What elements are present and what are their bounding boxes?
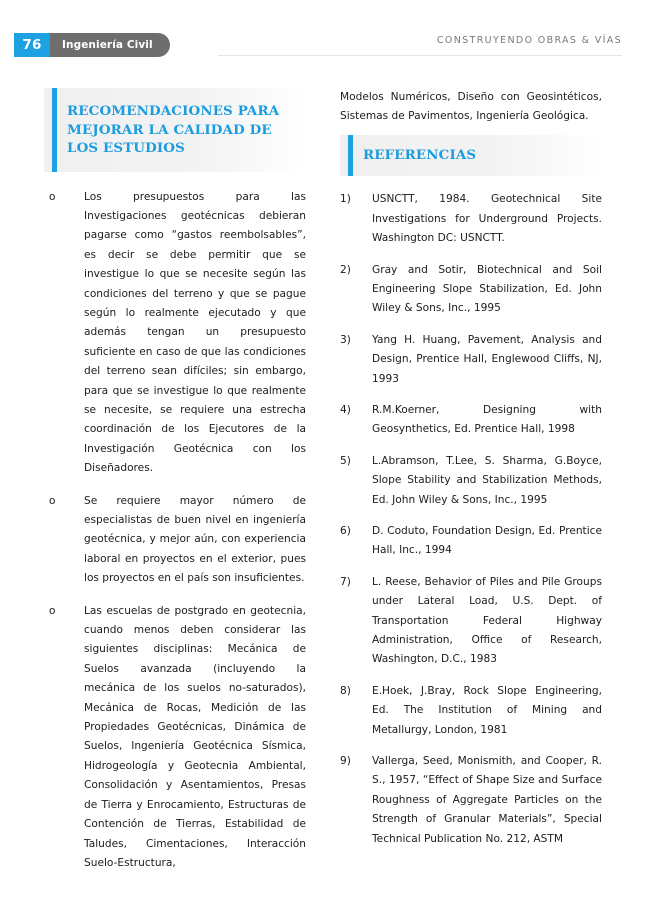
reference-text: Gray and Sotir, Biotechnical and Soil Engineering Slope Stabilization, Ed. John Wiley & Sons, Inc., 1995: [372, 263, 602, 315]
reference-number: 5): [340, 454, 351, 467]
references-heading-text: REFERENCIAS: [363, 146, 477, 163]
reference-number: 8): [340, 684, 351, 697]
reference-text: R.M.Koerner, Designing with Geosynthetics, Ed. Prentice Hall, 1998: [372, 403, 602, 436]
list-item: [340, 190, 602, 248]
reference-number: 1): [340, 193, 351, 206]
list-item: [340, 682, 602, 740]
references-list: [340, 190, 602, 849]
section-tab-label: Ingeniería Civil: [50, 33, 170, 57]
right-column: [340, 88, 602, 861]
list-item: [340, 331, 602, 389]
page-number-badge: 76: [14, 33, 50, 57]
recommendations-list: [44, 188, 306, 874]
bullet-marker-icon: o: [49, 494, 56, 507]
list-item: [340, 261, 602, 319]
reference-number: 9): [340, 755, 351, 768]
publication-title: CONSTRUYENDO OBRAS & VÍAS: [436, 35, 622, 46]
page-header: [0, 33, 650, 57]
left-column: [44, 88, 306, 886]
list-item: [44, 602, 306, 874]
recommendations-heading-block: [44, 88, 306, 172]
header-divider: [218, 55, 622, 56]
list-item-text: Se requiere mayor número de especialistas de buen nivel en ingeniería geotécnica, y mejor aún, con experiencia laboral en proyectos en el exterior, pues los proyectos en el país son insuficientes.: [84, 494, 306, 585]
list-item-text: Las escuelas de postgrado en geotecnia, cuando menos deben considerar las siguientes disciplinas: Mecánica de Suelos avanzada (incluyendo la mecánica de los suelos no-saturados), Mecánica de Rocas, Medición de las Propiedades Geotécnicas, Dinámica de Suelos, Ingeniería Geotécnica Sísmica, Hidrogeología y Geotecnia Ambiental, Consolidación y Asentamientos, Presas de Tierra y Enrocamiento, Estructuras de Contención de Tierras, Estabilidad de Taludes, Cimentaciones, Interacción Suelo-Estructura,: [84, 604, 306, 869]
list-item: [44, 492, 306, 589]
list-item: [340, 401, 602, 440]
reference-text: USNCTT, 1984. Geotechnical Site Investigations for Underground Projects. Washington DC: USNCTT.: [372, 193, 602, 245]
reference-number: 3): [340, 333, 351, 346]
reference-text: Yang H. Huang, Pavement, Analysis and Design, Prentice Hall, Englewood Cliffs, NJ, 1993: [372, 333, 602, 385]
list-item: [340, 573, 602, 670]
list-item: [340, 452, 602, 510]
recommendations-heading-text: RECOMENDACIONES PARA MEJORAR LA CALIDAD DE LOS ESTUDIOS: [67, 103, 280, 156]
list-item: [340, 522, 602, 561]
reference-number: 6): [340, 525, 351, 537]
heading-accent-bar: [348, 135, 353, 177]
reference-number: 7): [340, 575, 351, 588]
reference-text: Vallerga, Seed, Monismith, and Cooper, R. S., 1957, “Effect of Shape Size and Surface Roughness of Aggregate Particles on the Strength of Granular Materials”, Special Technical Publication No. 212, ASTM: [372, 755, 602, 845]
reference-text: D. Coduto, Foundation Design, Ed. Prentice Hall, Inc., 1994: [372, 525, 602, 557]
list-item: [44, 188, 306, 479]
reference-text: L.Abramson, T.Lee, S. Sharma, G.Boyce, Slope Stability and Stabilization Methods, Ed. John Wiley & Sons, Inc., 1995: [372, 454, 602, 506]
list-item-text: Los presupuestos para las Investigaciones geotécnicas debieran pagarse como “gastos reembolsables”, es decir se debe permitir que se investigue lo que se necesite según las condiciones del terreno y que se pague según lo realmente ejecutado y que además tengan un presupuesto suficiente en caso de que las condiciones del terreno sean difíciles; sin embargo, para que se investigue lo que realmente se necesite, se requiere una estrecha coordinación de los Ejecutores de la Investigación Geotécnica con los Diseñadores.: [84, 190, 306, 475]
list-item: [340, 752, 602, 849]
reference-number: 2): [340, 263, 351, 276]
heading-accent-bar: [52, 88, 57, 172]
bullet-marker-icon: o: [49, 604, 56, 617]
continued-paragraph: Modelos Numéricos, Diseño con Geosintéticos, Sistemas de Pavimentos, Ingeniería Geológica.: [340, 91, 602, 123]
references-heading-block: [340, 135, 602, 177]
bullet-marker-icon: o: [49, 190, 56, 203]
reference-text: L. Reese, Behavior of Piles and Pile Groups under Lateral Load, U.S. Dept. of Transportation Federal Highway Administration, Office of Research, Washington, D.C., 1983: [372, 575, 602, 666]
reference-number: 4): [340, 403, 351, 416]
reference-text: E.Hoek, J.Bray, Rock Slope Engineering, Ed. The Institution of Mining and Metallurgy, London, 1981: [372, 684, 602, 736]
